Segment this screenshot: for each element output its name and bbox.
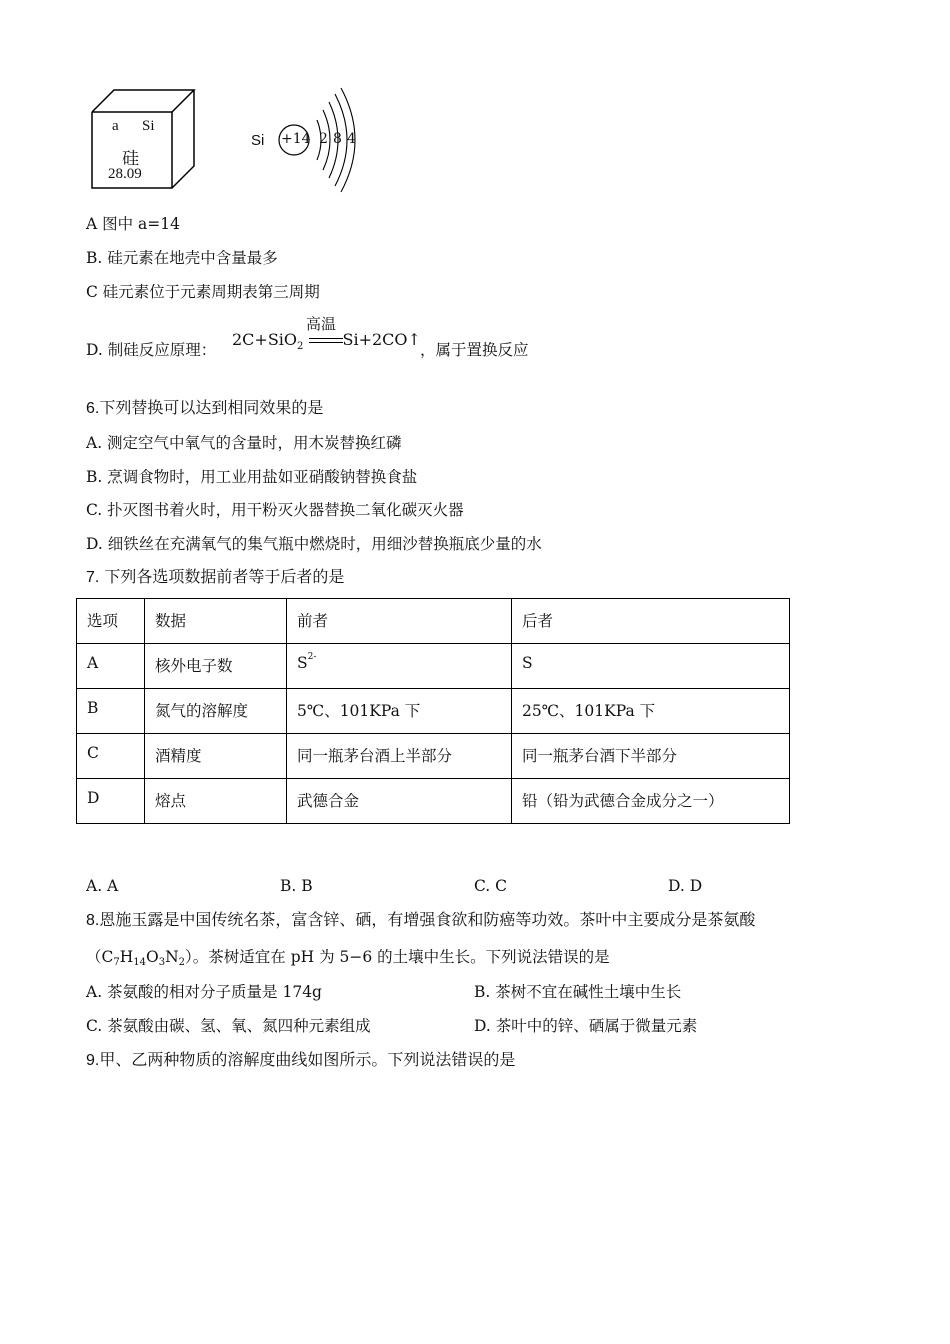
q6-option-a: A. 测定空气中氧气的含量时，用木炭替换红磷 (86, 434, 402, 452)
q8-number: 8. (86, 912, 100, 929)
q8-option-a: A. 茶氨酸的相对分子质量是 174g (86, 983, 322, 1001)
q8-stem-line1 (86, 910, 755, 931)
cube-outline (90, 88, 200, 192)
atom-structure-diagram (245, 82, 375, 194)
table-row (77, 689, 790, 734)
formula-element: O (146, 948, 159, 966)
equation-reactants: 2C+SiO (232, 330, 298, 349)
cell-item: 氮气的溶解度 (145, 689, 287, 734)
cell-after: 25℃、101KPa 下 (512, 689, 790, 734)
q8-option-b: B. 茶树不宜在碱性土壤中生长 (474, 983, 682, 1001)
shell-2-electrons: 8 (333, 131, 342, 147)
q8-stem-text-2: ）。茶树适宜在 pH 为 5−6 的土壤中生长。下列说法错误的是 (185, 948, 610, 966)
cell-before (287, 644, 512, 689)
cell-item: 核外电子数 (145, 644, 287, 689)
q6-stem (86, 398, 323, 419)
formula-sub: 2 (178, 957, 186, 968)
q8-option-d: D. 茶叶中的锌、硒属于微量元素 (474, 1017, 698, 1035)
q9-stem (86, 1050, 515, 1071)
atomic-mass: 28.09 (108, 166, 142, 182)
q9-number: 9. (86, 1052, 100, 1069)
q7-answer-d: D. D (668, 877, 703, 895)
cell-option: D (77, 779, 145, 824)
table-row (77, 734, 790, 779)
header-after: 后者 (512, 599, 790, 644)
cell-before: 武德合金 (287, 779, 512, 824)
q7-answer-c: C. C (474, 877, 508, 895)
cell-option: A (77, 644, 145, 689)
comparison-table (76, 598, 790, 824)
reaction-condition: 高温 (306, 315, 337, 333)
equation-products: Si+2CO↑ (342, 330, 421, 349)
q8-stem-text: 恩施玉露是中国传统名茶，富含锌、硒，有增强食欲和防癌等功效。茶叶中主要成分是茶氨酸 (99, 910, 756, 929)
formula-sub: 14 (133, 957, 147, 968)
cell-item: 酒精度 (145, 734, 287, 779)
cell-option: C (77, 734, 145, 779)
ion-charge-superscript: 2- (307, 652, 317, 662)
q7-answer-a: A. A (86, 877, 119, 895)
q7-answer-b: B. B (280, 877, 313, 895)
cell-option: B (77, 689, 145, 734)
shell-1-electrons: 2 (319, 131, 328, 147)
element-symbol: Si (142, 118, 155, 134)
cell-before: 5℃、101KPa 下 (287, 689, 512, 734)
q5-option-d-suffix: ，属于置换反应 (420, 341, 529, 359)
header-data: 数据 (145, 599, 287, 644)
formula-sub: 7 (113, 957, 120, 968)
q6-option-c: C. 扑灭图书着火时，用干粉灭火器替换二氧化碳灭火器 (86, 501, 464, 519)
atomic-number-label: a (112, 118, 119, 134)
q7-number: 7. (86, 569, 100, 586)
formula-open: （C (86, 948, 114, 966)
equation-arrow (309, 338, 343, 344)
formula-element: H (119, 948, 134, 966)
cell-before: 同一瓶茅台酒上半部分 (287, 734, 512, 779)
q5-option-d (86, 340, 216, 360)
cell-before-text: S (297, 654, 308, 672)
nucleus-charge: +14 (281, 131, 311, 147)
table-row (77, 779, 790, 824)
q6-stem-text: 下列替换可以达到相同效果的是 (99, 398, 324, 417)
header-option: 选项 (77, 599, 145, 644)
q5-option-b: B. 硅元素在地壳中含量最多 (86, 249, 278, 267)
q7-stem-text: 下列各选项数据前者等于后者的是 (99, 567, 345, 586)
q8-stem-line2 (86, 947, 610, 970)
q5-option-d-prefix: D. 制硅反应原理： (86, 341, 217, 359)
q5-option-a: A 图中 a=14 (86, 215, 180, 233)
cell-item: 熔点 (145, 779, 287, 824)
cell-after: S (512, 644, 790, 689)
q8-option-c: C. 茶氨酸由碳、氢、氧、氮四种元素组成 (86, 1017, 371, 1035)
q5-option-c: C 硅元素位于元素周期表第三周期 (86, 283, 320, 301)
cell-after: 铅（铅为武德合金成分之一） (512, 779, 790, 824)
q9-stem-text: 甲、乙两种物质的溶解度曲线如图所示。下列说法错误的是 (99, 1050, 516, 1069)
q7-stem (86, 567, 344, 588)
formula-sub: 3 (158, 957, 166, 968)
formula-element: N (165, 948, 179, 966)
element-name: 硅 (122, 149, 139, 168)
q6-number: 6. (86, 400, 100, 417)
q6-option-d: D. 细铁丝在充满氧气的集气瓶中燃烧时，用细沙替换瓶底少量的水 (86, 535, 542, 553)
q6-option-b: B. 烹调食物时，用工业用盐如亚硝酸钠替换食盐 (86, 468, 418, 486)
element-cell-figure (90, 88, 200, 192)
cell-after: 同一瓶茅台酒下半部分 (512, 734, 790, 779)
shell-3-electrons: 4 (347, 131, 356, 147)
table-header-row (77, 599, 790, 644)
equation-subscript: 2 (297, 341, 304, 353)
table-row (77, 644, 790, 689)
atom-symbol: Si (251, 132, 265, 149)
header-before: 前者 (287, 599, 512, 644)
